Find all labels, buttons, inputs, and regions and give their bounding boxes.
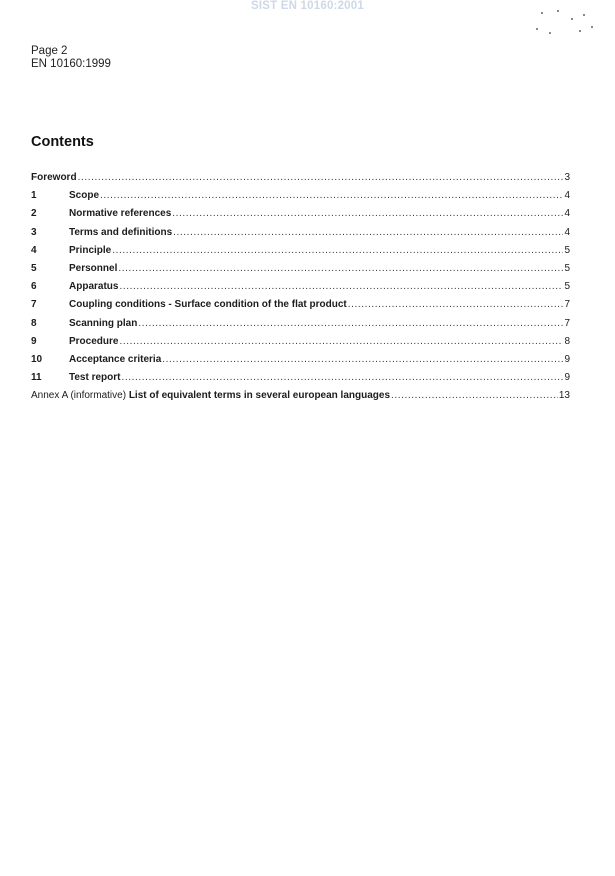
toc-entry-title: Scanning plan — [69, 317, 138, 329]
toc-entry-11[interactable] — [31, 372, 570, 390]
toc-entry-8[interactable] — [31, 318, 570, 336]
toc-entry-1[interactable] — [31, 190, 570, 208]
toc-entry-number: 1 — [31, 190, 37, 202]
toc-entry-number: 4 — [31, 244, 37, 256]
toc-leader-dots — [112, 245, 563, 256]
toc-entry-title: Procedure — [69, 335, 119, 347]
toc-entry-9[interactable] — [31, 336, 570, 354]
toc-entry-number: 8 — [31, 317, 37, 329]
toc-leader-dots — [119, 336, 563, 347]
annex-title: List of equivalent terms in several european languages — [128, 390, 391, 402]
toc-leader-dots — [173, 227, 563, 238]
toc-leader-dots — [118, 263, 563, 274]
toc-entry-page: 7 — [564, 317, 570, 329]
toc-entry-page: 4 — [564, 226, 570, 238]
scan-artifacts — [531, 8, 601, 38]
toc-entry-page: 5 — [564, 244, 570, 256]
toc-entry-title — [31, 390, 390, 401]
toc-entry-foreword[interactable] — [31, 172, 570, 190]
toc-entry-title: Test report — [69, 372, 121, 384]
toc-entry-page: 8 — [564, 335, 570, 347]
toc-entry-6[interactable] — [31, 281, 570, 299]
toc-entry-number: 10 — [31, 353, 43, 365]
toc-entry-page: 9 — [564, 372, 570, 384]
toc-entry-title: Terms and definitions — [69, 226, 173, 238]
toc-entry-3[interactable] — [31, 227, 570, 245]
toc-entry-page: 13 — [558, 390, 570, 402]
toc-entry-7[interactable] — [31, 299, 570, 317]
toc-entry-title: Apparatus — [69, 281, 119, 293]
toc-entry-number: 3 — [31, 226, 37, 238]
toc-entry-10[interactable] — [31, 354, 570, 372]
toc-leader-dots — [138, 318, 563, 329]
toc-entry-page: 3 — [564, 172, 570, 183]
toc-leader-dots — [119, 281, 563, 292]
toc-leader-dots — [391, 390, 558, 401]
toc-entry-title: Personnel — [69, 262, 118, 274]
toc-entry-title: Scope — [69, 190, 100, 202]
toc-entry-number: 7 — [31, 299, 37, 311]
toc-entry-4[interactable] — [31, 245, 570, 263]
toc-entry-number: 11 — [31, 372, 42, 384]
page-number: Page 2 — [31, 45, 68, 57]
toc-entry-title: Normative references — [69, 208, 172, 220]
toc-entry-page: 9 — [564, 353, 570, 365]
toc-leader-dots — [172, 208, 563, 219]
standard-id: EN 10160:1999 — [31, 58, 111, 70]
toc-entry-number: 5 — [31, 262, 37, 274]
toc-entry-title: Principle — [69, 244, 112, 256]
table-of-contents — [31, 172, 570, 408]
toc-entry-title: Coupling conditions - Surface condition of the flat product — [69, 299, 347, 311]
toc-entry-page: 4 — [564, 208, 570, 220]
toc-entry-page: 7 — [564, 299, 570, 311]
toc-entry-5[interactable] — [31, 263, 570, 281]
toc-entry-page: 4 — [564, 190, 570, 202]
toc-leader-dots — [348, 299, 564, 310]
toc-entry-title: Acceptance criteria — [69, 353, 162, 365]
toc-entry-2[interactable] — [31, 208, 570, 226]
toc-entry-title: Foreword — [31, 172, 77, 183]
toc-entry-page: 5 — [564, 262, 570, 274]
toc-entry-number: 6 — [31, 281, 37, 293]
toc-entry-page: 5 — [564, 281, 570, 293]
page-header — [31, 45, 111, 71]
annex-prefix: Annex A (informative) — [31, 390, 127, 402]
toc-leader-dots — [122, 372, 564, 383]
toc-leader-dots — [100, 190, 563, 201]
toc-leader-dots — [162, 354, 563, 365]
toc-leader-dots — [78, 172, 564, 183]
contents-heading: Contents — [31, 134, 94, 150]
toc-entry-annex-a[interactable] — [31, 390, 570, 408]
toc-entry-number: 2 — [31, 208, 37, 220]
toc-entry-number: 9 — [31, 335, 37, 347]
watermark: SIST EN 10160:2001 — [251, 0, 364, 12]
